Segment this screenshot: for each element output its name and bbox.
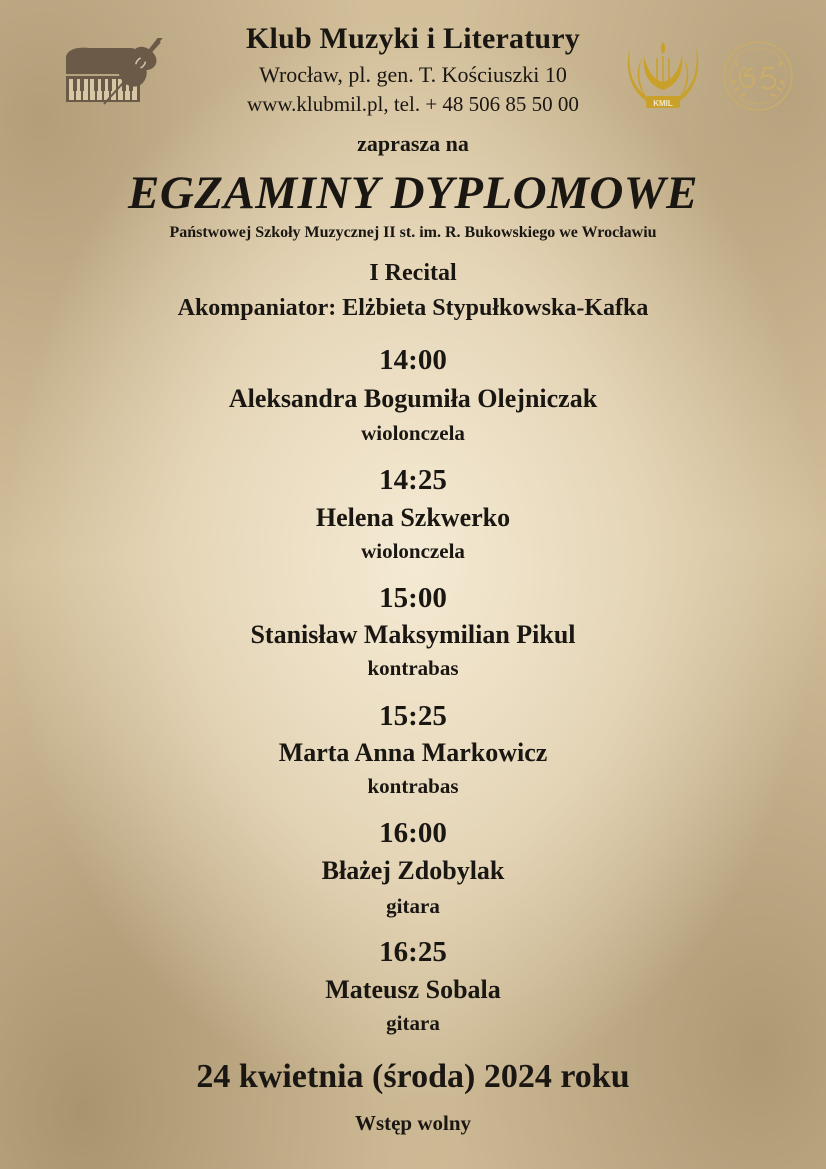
schedule-performer: Helena Szkwerko	[315, 503, 511, 532]
schedule-time: 16:00	[379, 817, 447, 849]
schedule-time: 16:25	[379, 936, 447, 968]
kmil-logo-text: KMIL	[653, 99, 673, 108]
schedule-performer: Aleksandra Bogumiła Olejniczak	[228, 384, 598, 413]
schedule-instrument: wiolonczela	[361, 539, 465, 563]
entry-info: Wstęp wolny	[354, 1111, 472, 1135]
schedule-time: 15:25	[379, 700, 447, 732]
club-name: Klub Muzyki i Literatury	[246, 22, 580, 55]
schedule-performer: Mateusz Sobala	[325, 975, 501, 1004]
schedule-performer: Marta Anna Markowicz	[278, 738, 548, 767]
event-title: EGZAMINY DYPLOMOWE	[128, 167, 698, 219]
school-name: Państwowej Szkoły Muzycznej II st. im. R. Bukowskiego we Wrocławiu	[169, 224, 657, 241]
schedule-instrument: gitara	[386, 1011, 440, 1035]
schedule-time: 14:25	[379, 464, 447, 496]
accompanist: Akompaniator: Elżbieta Stypułkowska-Kafka	[177, 295, 649, 321]
schedule-instrument: kontrabas	[367, 656, 459, 680]
club-contact: www.klubmil.pl, tel. + 48 506 85 50 00	[247, 92, 579, 116]
invite-intro: zaprasza na	[357, 131, 469, 156]
schedule-time: 15:00	[379, 582, 447, 614]
schedule-instrument: wiolonczela	[361, 421, 465, 445]
schedule-instrument: kontrabas	[367, 774, 459, 798]
schedule-performer: Błażej Zdobylak	[321, 856, 505, 885]
recital-label: I Recital	[369, 260, 457, 286]
schedule-time: 14:00	[379, 344, 447, 376]
event-date: 24 kwietnia (środa) 2024 roku	[196, 1058, 630, 1095]
club-address: Wrocław, pl. gen. T. Kościuszki 10	[259, 62, 567, 87]
schedule-performer: Stanisław Maksymilian Pikul	[250, 620, 576, 649]
schedule-instrument: gitara	[386, 894, 440, 918]
